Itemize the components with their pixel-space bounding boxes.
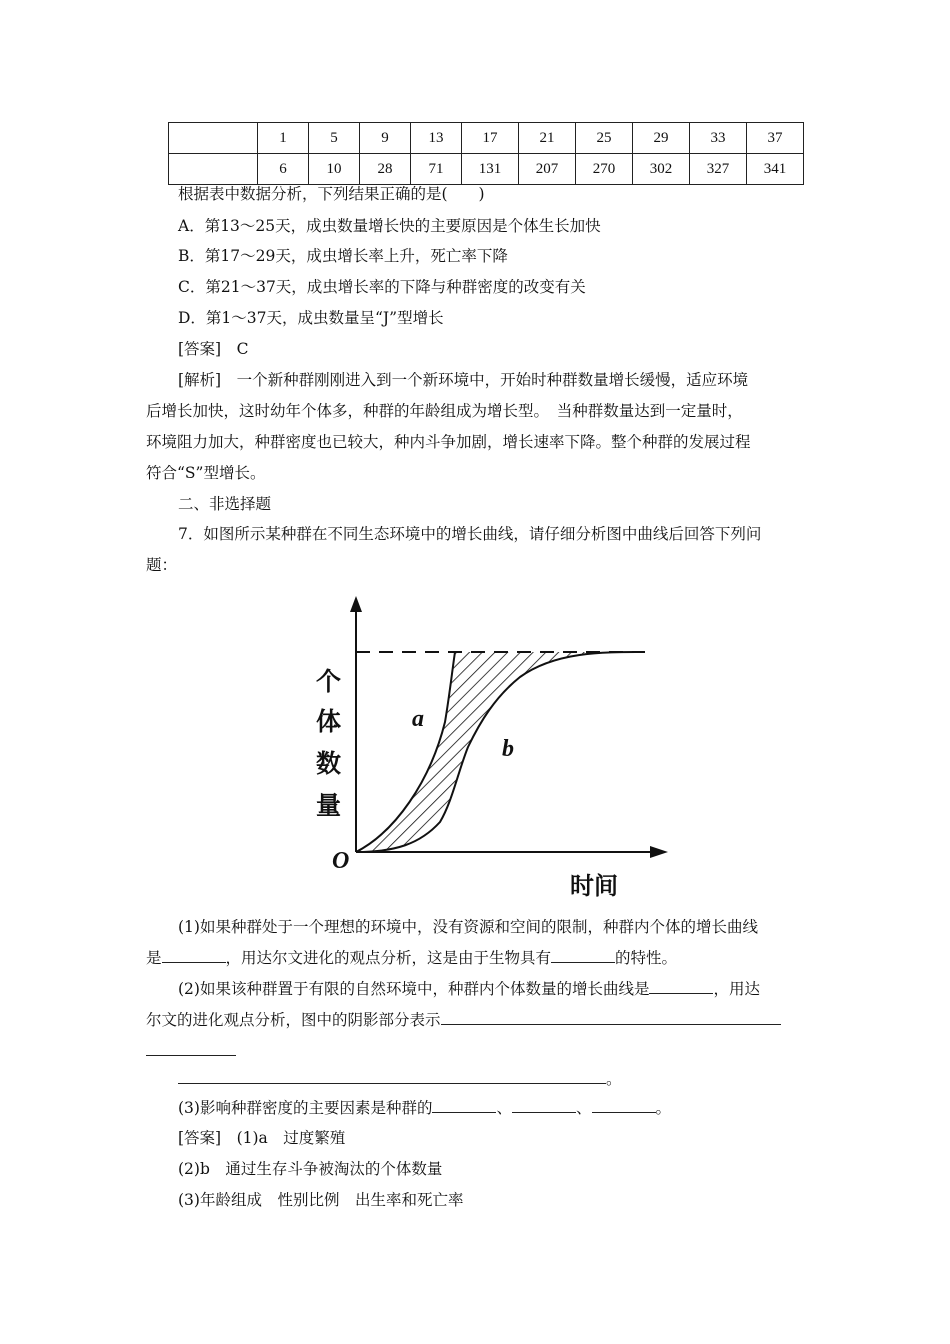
table-row	[169, 123, 804, 154]
table-cell: 327	[690, 154, 747, 185]
analysis-line: [解析] 一个新种群刚刚进入到一个新环境中，开始时种群数量增长缓慢，适应环境	[178, 371, 749, 389]
y-axis-arrow-icon	[350, 596, 362, 612]
curve-b-label: b	[502, 736, 514, 762]
answer-line	[146, 1041, 236, 1061]
table-cell: 1	[258, 123, 309, 154]
answer-blank[interactable]	[178, 1069, 606, 1084]
table-cell: 270	[576, 154, 633, 185]
table-cell: 302	[633, 154, 690, 185]
table-cell: 21	[519, 123, 576, 154]
table-cell	[169, 123, 258, 154]
answer: (3)年龄组成 性别比例 出生率和死亡率	[178, 1191, 464, 1209]
text-fragment: (3)影响种群密度的主要因素是种群的	[178, 1099, 433, 1117]
table-cell: 341	[747, 154, 804, 185]
table-cell: 37	[747, 123, 804, 154]
table-cell: 5	[309, 123, 360, 154]
subquestion-2	[178, 979, 760, 999]
text-fragment: 是	[146, 949, 162, 967]
data-table	[168, 122, 804, 185]
answer-blank[interactable]	[649, 979, 713, 994]
answer-blank[interactable]	[146, 1041, 236, 1056]
origin-label: O	[332, 848, 350, 874]
answer-blank[interactable]	[592, 1098, 656, 1113]
text-fragment: 尔文的进化观点分析，图中的阴影部分表示	[146, 1011, 441, 1029]
y-axis-label-char: 个	[316, 667, 342, 696]
table-row	[169, 154, 804, 185]
answer-blank[interactable]	[512, 1098, 576, 1113]
option-d: D．第1～37天，成虫数量呈“J”型增长	[178, 309, 444, 327]
y-axis-label-char: 量	[316, 791, 342, 820]
table-cell: 71	[411, 154, 462, 185]
answer: [答案] C	[178, 340, 249, 358]
table-cell: 25	[576, 123, 633, 154]
table-cell: 9	[360, 123, 411, 154]
table-cell: 131	[462, 154, 519, 185]
answer-blank[interactable]	[162, 948, 226, 963]
table-cell: 29	[633, 123, 690, 154]
text-fragment: 的特性。	[615, 949, 678, 967]
text-fragment: ，用达	[713, 980, 760, 998]
table-cell	[169, 154, 258, 185]
x-axis-label: 时间	[570, 872, 618, 900]
y-axis-label-char: 数	[316, 749, 342, 778]
answer-line	[178, 1069, 622, 1089]
subquestion-1: (1)如果种群处于一个理想的环境中，没有资源和空间的限制，种群内个体的增长曲线	[178, 918, 758, 936]
answer-blank[interactable]	[432, 1098, 496, 1113]
table-cell: 207	[519, 154, 576, 185]
table-cell: 10	[309, 154, 360, 185]
text-fragment: (2)如果该种群置于有限的自然环境中，种群内个体数量的增长曲线是	[178, 980, 650, 998]
subquestion-1-cont	[146, 948, 677, 968]
analysis-line: 环境阻力加大，种群密度也已较大，种内斗争加剧，增长速率下降。整个种群的发展过程	[146, 433, 751, 451]
analysis-line: 后增长加快，这时幼年个体多，种群的年龄组成为增长型。 当种群数量达到一定量时，	[146, 402, 743, 420]
subquestion-3	[178, 1098, 671, 1118]
question-stem: 7．如图所示某种群在不同生态环境中的增长曲线，请仔细分析图中曲线后回答下列问	[178, 525, 762, 543]
subquestion-2-cont	[146, 1010, 781, 1030]
answer: (2)b 通过生存斗争被淘汰的个体数量	[178, 1160, 443, 1178]
curve-a-label: a	[412, 706, 424, 732]
table-cell: 17	[462, 123, 519, 154]
analysis-line: 符合“S”型增长。	[146, 464, 266, 482]
y-axis-label-char: 体	[316, 707, 342, 736]
option-b: B．第17～29天，成虫增长率上升，死亡率下降	[178, 247, 508, 265]
option-a: A．第13～25天，成虫数量增长快的主要原因是个体生长加快	[178, 217, 601, 235]
growth-curve-figure	[300, 592, 680, 902]
shaded-region	[356, 652, 645, 852]
answer-blank[interactable]	[441, 1010, 781, 1025]
text-fragment: 、	[496, 1099, 512, 1117]
text-fragment: 。	[655, 1099, 672, 1117]
text-fragment: 、	[575, 1099, 592, 1117]
answer: [答案] (1)a 过度繁殖	[178, 1129, 346, 1147]
x-axis-arrow-icon	[650, 846, 668, 858]
table-cell: 33	[690, 123, 747, 154]
answer-blank[interactable]	[551, 948, 615, 963]
text-fragment: ，用达尔文进化的观点分析，这是由于生物具有	[225, 949, 552, 967]
section-heading: 二、非选择题	[178, 495, 272, 513]
question-stem: 根据表中数据分析，下列结果正确的是( )	[178, 185, 485, 203]
growth-curve-diagram	[300, 592, 680, 902]
text-fragment: 。	[606, 1070, 622, 1088]
option-c: C．第21～37天，成虫增长率的下降与种群密度的改变有关	[178, 278, 586, 296]
table-cell: 28	[360, 154, 411, 185]
table-cell: 13	[411, 123, 462, 154]
table-cell: 6	[258, 154, 309, 185]
question-stem: 题：	[146, 556, 178, 574]
